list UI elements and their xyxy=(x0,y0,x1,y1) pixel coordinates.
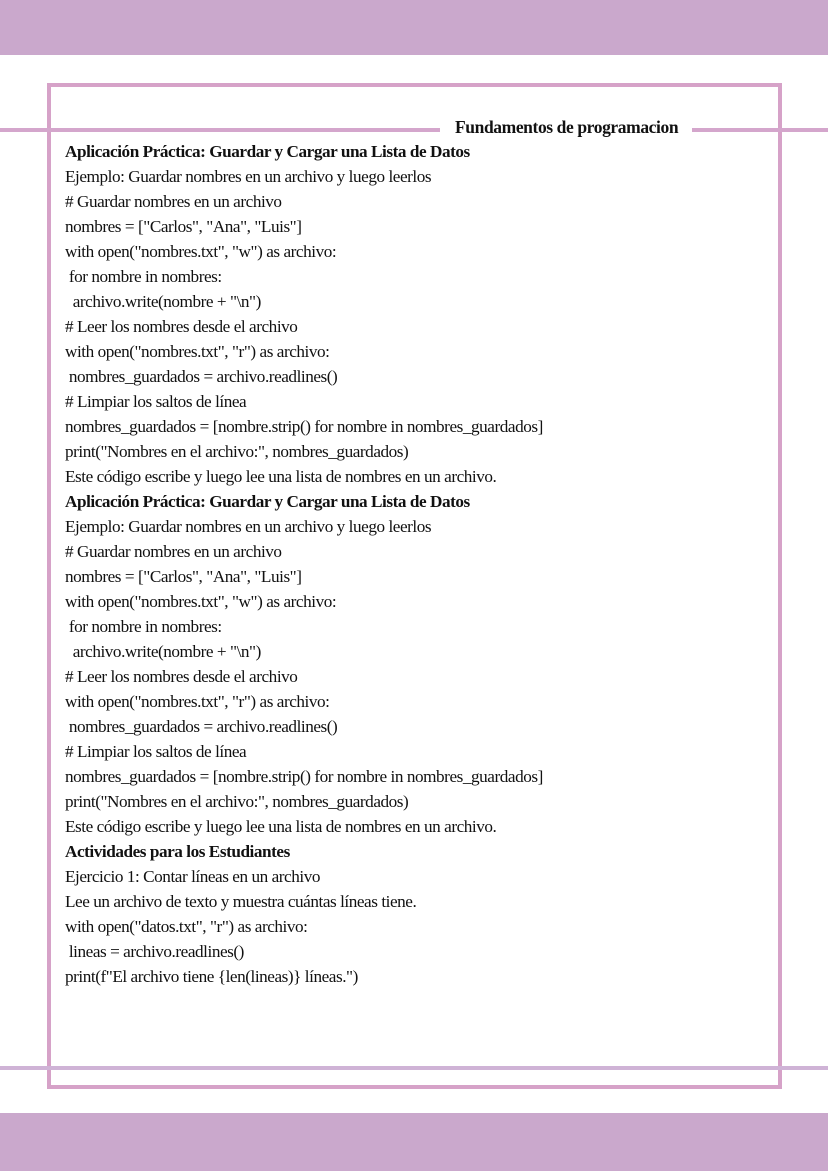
text-line: lineas = archivo.readlines() xyxy=(65,942,244,961)
text-line: # Limpiar los saltos de línea xyxy=(65,742,247,761)
text-line: print(f"El archivo tiene {len(lineas)} líneas.") xyxy=(65,967,358,986)
text-line: nombres = ["Carlos", "Ana", "Luis"] xyxy=(65,567,302,586)
text-line: with open("nombres.txt", "w") as archivo: xyxy=(65,242,337,261)
header-rule-left xyxy=(0,128,440,132)
text-line: # Leer los nombres desde el archivo xyxy=(65,667,298,686)
text-line: nombres_guardados = archivo.readlines() xyxy=(65,367,338,386)
text-line: # Guardar nombres en un archivo xyxy=(65,192,282,211)
section-heading: Aplicación Práctica: Guardar y Cargar una Lista de Datos xyxy=(65,492,470,511)
bottom-decorative-band xyxy=(0,1113,828,1171)
text-line: for nombre in nombres: xyxy=(65,617,222,636)
text-line: archivo.write(nombre + "\n") xyxy=(65,642,261,661)
text-line: nombres_guardados = [nombre.strip() for nombre in nombres_guardados] xyxy=(65,417,543,436)
text-line: print("Nombres en el archivo:", nombres_guardados) xyxy=(65,792,409,811)
text-line: nombres = ["Carlos", "Ana", "Luis"] xyxy=(65,217,302,236)
text-line: Ejemplo: Guardar nombres en un archivo y luego leerlos xyxy=(65,167,432,186)
text-line: # Leer los nombres desde el archivo xyxy=(65,317,298,336)
text-line: Este código escribe y luego lee una lista de nombres en un archivo. xyxy=(65,467,497,486)
text-line: Este código escribe y luego lee una lista de nombres en un archivo. xyxy=(65,817,497,836)
text-line: with open("nombres.txt", "r") as archivo: xyxy=(65,692,330,711)
page-header-title: Fundamentos de programacion xyxy=(455,117,679,137)
text-line: for nombre in nombres: xyxy=(65,267,222,286)
text-line: with open("nombres.txt", "w") as archivo: xyxy=(65,592,337,611)
header-rule-right xyxy=(692,128,828,132)
text-line: nombres_guardados = archivo.readlines() xyxy=(65,717,338,736)
text-line: nombres_guardados = [nombre.strip() for nombre in nombres_guardados] xyxy=(65,767,543,786)
text-line: # Limpiar los saltos de línea xyxy=(65,392,247,411)
text-line: with open("nombres.txt", "r") as archivo: xyxy=(65,342,330,361)
footer-rule xyxy=(0,1066,828,1070)
text-line: print("Nombres en el archivo:", nombres_guardados) xyxy=(65,442,409,461)
section-heading: Actividades para los Estudiantes xyxy=(65,842,290,861)
section-heading: Aplicación Práctica: Guardar y Cargar una Lista de Datos xyxy=(65,142,470,161)
document-body xyxy=(65,139,755,989)
text-line: Lee un archivo de texto y muestra cuántas líneas tiene. xyxy=(65,892,417,911)
text-line: # Guardar nombres en un archivo xyxy=(65,542,282,561)
text-line: with open("datos.txt", "r") as archivo: xyxy=(65,917,308,936)
text-line: Ejemplo: Guardar nombres en un archivo y luego leerlos xyxy=(65,517,432,536)
top-decorative-band xyxy=(0,0,828,55)
text-line: archivo.write(nombre + "\n") xyxy=(65,292,261,311)
text-line: Ejercicio 1: Contar líneas en un archivo xyxy=(65,867,320,886)
